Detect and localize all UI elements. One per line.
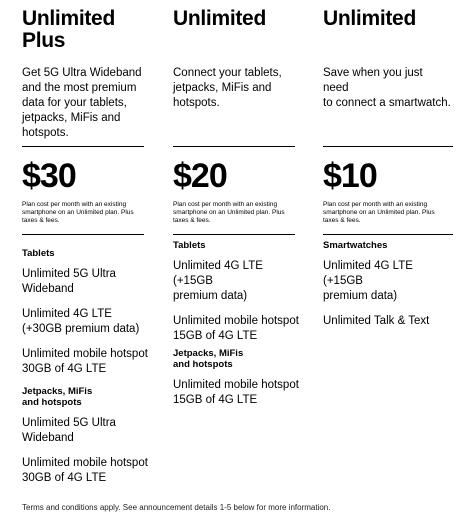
section-heading: Tablets: [22, 248, 55, 259]
section-jetpacks: [22, 386, 152, 486]
section-tablets: [22, 248, 152, 377]
plan-column-unlimited-plus: [22, 7, 148, 484]
section-heading: Jetpacks, MiFis and hotspots: [22, 386, 93, 408]
divider: [323, 146, 453, 147]
section-heading: Smartwatches: [323, 240, 388, 251]
price-note: Plan cost per month with an existing smartphone on an Unlimited plan. Plus taxes & fees.: [173, 201, 285, 224]
feature-item: Unlimited 4G LTE (+15GB premium data): [173, 260, 263, 302]
plan-title: Unlimited: [173, 7, 266, 30]
feature-item: Unlimited mobile hotspot 30GB of 4G LTE: [22, 457, 148, 484]
section-heading: Jetpacks, MiFis and hotspots: [173, 348, 244, 370]
section-heading: Tablets: [173, 240, 206, 251]
divider: [173, 146, 295, 147]
plan-description: Connect your tablets, jetpacks, MiFis and hotspots.: [173, 67, 282, 109]
feature-item: Unlimited 4G LTE (+15GB premium data): [323, 260, 413, 302]
feature-item: Unlimited mobile hotspot 15GB of 4G LTE: [173, 379, 299, 406]
section-smartwatches: [323, 240, 453, 329]
section-jetpacks: [173, 348, 303, 408]
divider: [22, 146, 144, 147]
plan-price: $30: [22, 157, 76, 195]
feature-item: Unlimited 5G Ultra Wideband: [22, 417, 116, 444]
feature-item: Unlimited 4G LTE (+30GB premium data): [22, 308, 140, 335]
plan-column-smartwatch: [323, 7, 453, 327]
price-note: Plan cost per month with an existing smartphone on an Unlimited plan. Plus taxes & fees.: [323, 201, 435, 224]
plan-title: Unlimited: [323, 7, 416, 30]
price-note: Plan cost per month with an existing smartphone on an Unlimited plan. Plus taxes & fees.: [22, 201, 134, 224]
feature-item: Unlimited 5G Ultra Wideband: [22, 268, 116, 295]
divider: [173, 234, 295, 235]
feature-item: Unlimited mobile hotspot 30GB of 4G LTE: [22, 348, 148, 375]
plan-price: $10: [323, 157, 377, 195]
divider: [323, 234, 453, 235]
divider: [22, 234, 144, 235]
feature-item: Unlimited mobile hotspot 15GB of 4G LTE: [173, 315, 299, 342]
plan-title: Unlimited Plus: [22, 7, 115, 52]
feature-item: Unlimited Talk & Text: [323, 315, 430, 327]
plan-description: Save when you just need to connect a smartwatch.: [323, 67, 451, 109]
plan-column-unlimited: [173, 7, 299, 406]
plan-price: $20: [173, 157, 227, 195]
plan-description: Get 5G Ultra Wideband and the most premium data for your tablets, jetpacks, MiFis and hotspots.: [22, 67, 142, 139]
terms-footer: Terms and conditions apply. See announcement details 1-5 below for more information.: [22, 503, 331, 512]
section-tablets: [173, 240, 303, 344]
